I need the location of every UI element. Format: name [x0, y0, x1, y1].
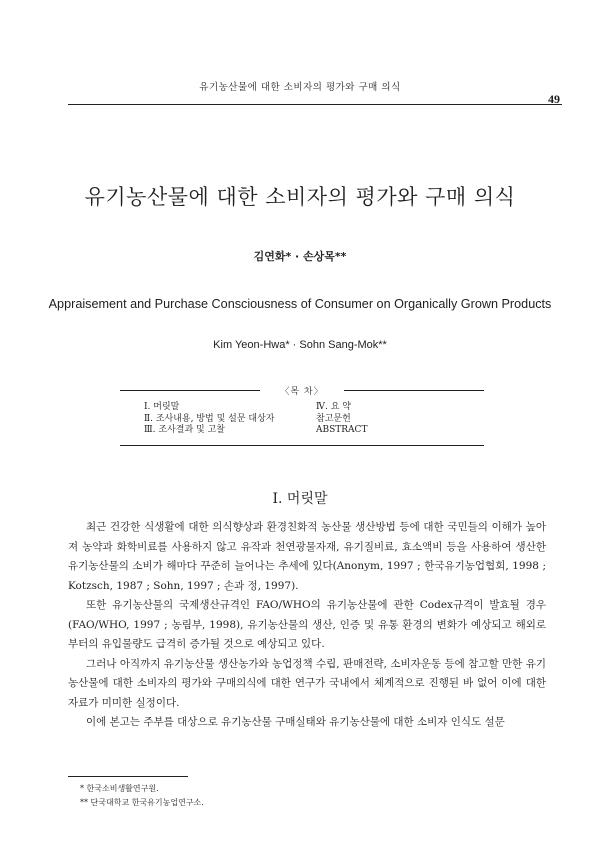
- footnote-divider: [68, 776, 188, 777]
- article-title-korean: 유기농산물에 대한 소비자의 평가와 구매 의식: [84, 185, 516, 209]
- footnotes: [80, 782, 204, 810]
- toc-top-rule-right: [344, 390, 484, 391]
- section-heading: Ⅰ. 머릿말: [272, 491, 328, 507]
- toc-item: Ⅲ. 조사결과 및 고찰: [144, 425, 225, 435]
- paragraph: 이에 본고는 주부를 대상으로 유기농산물 구매실태와 유기농산물에 대한 소비자 인식도 설문: [86, 716, 505, 728]
- toc-item: Ⅱ. 조사내용, 방법 및 설문 대상자: [144, 413, 275, 424]
- toc-title: 〈목 차〉: [280, 387, 324, 397]
- body-text: [68, 518, 546, 733]
- authors-english: Kim Yeon-Hwa* · Sohn Sang-Mok**: [213, 339, 387, 351]
- paragraph: 최근 건강한 식생활에 대한 의식향상과 환경친화적 농산물 생산방법 등에 대한 국민들의 이해가 높아져 농약과 화학비료를 사용하지 않고 유작과 천연광물자재, 유기질비료, 효소액비 등을 사용하여 생산한 유기농산물의 소비가 해마다 꾸준히 늘어나는 추세에 있다(Anonym, 1997 ; 한국유기농업협회, 1998 ; Kotzsch, 1987 ; Sohn, 1997 ; 손과 정, 1997).: [68, 521, 546, 592]
- article-title-english: Appraisement and Purchase Consciousness of Consumer on Organically Grown Products: [48, 296, 552, 311]
- authors-korean: 김연화* · 손상목**: [253, 250, 347, 263]
- table-of-contents: [120, 384, 484, 446]
- paragraph: 그러나 아직까지 유기농산물 생산농가와 농업정책 수립, 판매전략, 소비자운동 등에 참고할 만한 유기농산물에 대한 소비자의 평가와 구매의식에 대한 연구가 국내에서 체계적으로 진행된 바 없어 이에 대한 자료가 미미한 실정이다.: [68, 657, 546, 709]
- header-divider: [68, 104, 562, 105]
- toc-right-column: [316, 402, 367, 437]
- paragraph: 또한 유기농산물의 국제생산규격인 FAO/WHO의 유기농산물에 관한 Codex규격이 발효될 경우(FAO/WHO, 1997 ; 농림부, 1998), 유기농산물의 생산, 인증 및 유통 환경의 변화가 예상되고 해외로 부터의 유입물량도 급격히 증가될 것으로 예상되고 있다.: [68, 599, 546, 650]
- toc-item: Ⅳ. 요 약: [316, 402, 351, 412]
- toc-item: ABSTRACT: [316, 425, 368, 435]
- footnote: * 한국소비생활연구원.: [80, 784, 159, 793]
- toc-left-column: [144, 402, 274, 437]
- running-header: 유기농산물에 대한 소비자의 평가와 구매 의식: [199, 82, 401, 93]
- page-number: 49: [548, 92, 560, 106]
- toc-item: Ⅰ. 머릿말: [144, 402, 180, 412]
- toc-item: 참고문헌: [316, 413, 351, 424]
- footnote: ** 단국대학교 한국유기농업연구소.: [80, 798, 204, 807]
